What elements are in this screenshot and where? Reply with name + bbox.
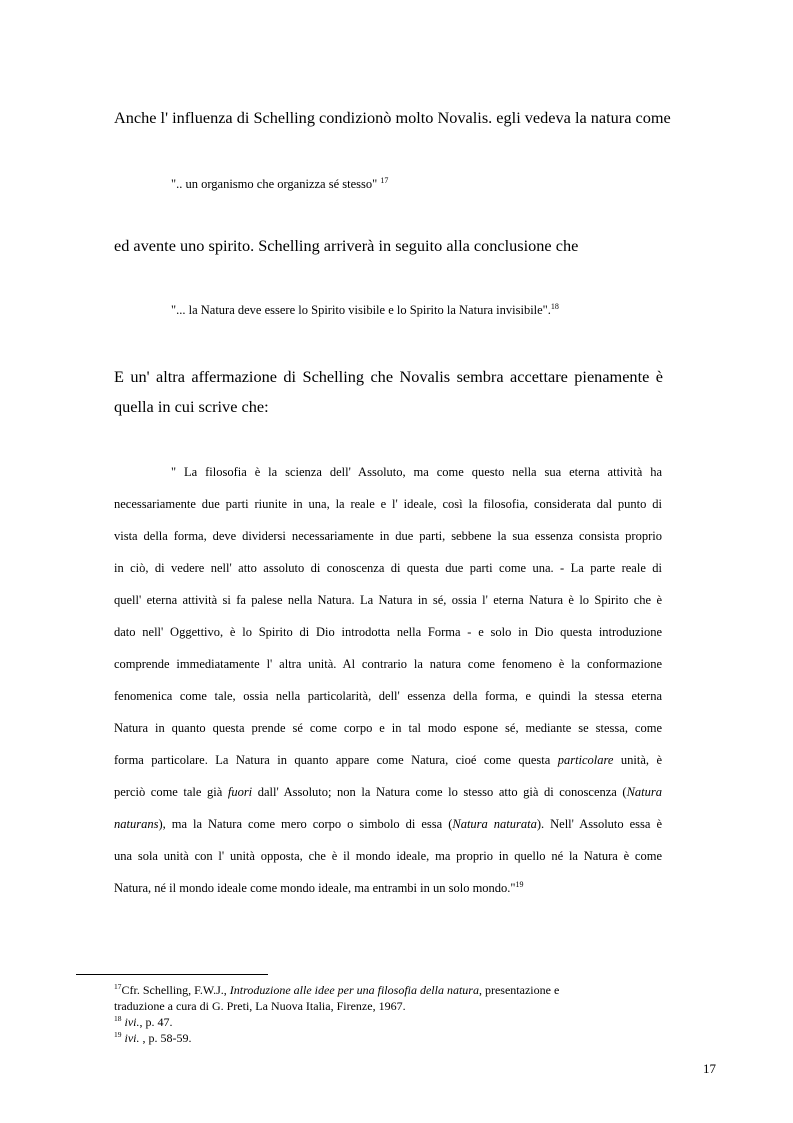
text: unità, è: [620, 753, 662, 767]
text: traduzione a cura di G. Preti, La Nuova Italia, Firenze, 1967.: [114, 999, 406, 1013]
footnote-ref-19[interactable]: 19: [515, 879, 524, 889]
blockquote-line-11: [114, 785, 662, 800]
text: , p. 58-59.: [139, 1031, 192, 1045]
italic-text: ivi.: [124, 1015, 140, 1029]
blockquote-line-4: in ciò, di vedere nell' atto assoluto di conoscenza di questa due parti come una. - La parte reale di: [114, 561, 662, 575]
text: perciò come tale già: [114, 785, 223, 799]
footnote-number: 17: [114, 982, 122, 991]
text: forma particolare. La Natura in quanto appare come Natura, cioé come questa: [114, 753, 551, 767]
blockquote-line-12: [114, 817, 662, 832]
paragraph-line-4: [114, 399, 269, 415]
blockquote-line-8: fenomenica come tale, ossia nella particolarità, dell' essenza della forma, e quindi la stessa eterna: [114, 689, 662, 703]
italic-text: Introduzione alle idee per una filosofia della natura: [229, 983, 479, 997]
italic-text: naturans: [114, 817, 159, 831]
short-quote-1: [171, 177, 388, 192]
footnote-19: [114, 1031, 192, 1046]
text: dall' Assoluto; non la Natura come lo stesso atto già di conoscenza (: [257, 785, 627, 799]
paragraph-line-2: [114, 238, 578, 254]
quote-text: ".. un organismo che organizza sé stesso": [171, 177, 378, 191]
italic-text: Natura naturata: [452, 817, 537, 831]
footnote-number: 18: [114, 1014, 122, 1023]
page-number: 17: [703, 1061, 716, 1076]
short-quote-2: [171, 303, 559, 318]
text: Cfr. Schelling, F.W.J.,: [121, 983, 227, 997]
footnote-17-continued: [114, 999, 406, 1014]
blockquote-line-3: vista della forma, deve dividersi necessariamente in due parti, sebbene la sua essenza consista proprio: [114, 529, 662, 543]
blockquote-line-1: " La filosofia è la scienza dell' Assoluto, ma come questo nella sua eterna attività ha: [171, 465, 662, 479]
footnote-separator: [76, 974, 268, 975]
footnote-ref-17[interactable]: 17: [380, 175, 389, 185]
italic-text: fuori: [227, 785, 253, 799]
footnote-number: 19: [114, 1030, 122, 1039]
blockquote-line-14: [114, 881, 662, 896]
text: , presentazione e: [478, 983, 560, 997]
text: quella in cui scrive che:: [114, 397, 269, 416]
italic-text: Natura: [626, 785, 662, 799]
text: ). Nell' Assoluto essa è: [536, 817, 662, 831]
blockquote-line-6: dato nell' Oggettivo, è lo Spirito di Dio introdotta nella Forma - e solo in Dio questa introduzione: [114, 625, 662, 639]
paragraph-line-1: [114, 110, 671, 126]
text: Natura, né il mondo ideale come mondo ideale, ma entrambi in un solo mondo.": [114, 881, 516, 895]
text: ed avente uno spirito. Schelling arriverà in seguito alla conclusione che: [114, 236, 579, 255]
italic-text: ivi.: [124, 1031, 140, 1045]
blockquote-line-13: una sola unità con l' unità opposta, che è il mondo ideale, ma proprio in quello né la Natura è come: [114, 849, 662, 863]
text: , p. 47.: [139, 1015, 173, 1029]
footnote-ref-18[interactable]: 18: [550, 301, 559, 311]
footnote-17: [114, 983, 559, 998]
blockquote-line-9: Natura in quanto questa prende sé come corpo e in tal modo espone sé, mediante se stessa, come: [114, 721, 662, 735]
footnote-18: [114, 1015, 173, 1030]
paragraph-line-3: E un' altra affermazione di Schelling che Novalis sembra accettare pienamente è: [114, 367, 663, 386]
blockquote-line-10: [114, 753, 662, 768]
blockquote-line-5: quell' eterna attività si fa palese nella Natura. La Natura in sé, ossia l' eterna Natura è lo Spirito che è: [114, 593, 662, 607]
text: ), ma la Natura come mero corpo o simbolo di essa (: [158, 817, 453, 831]
text: Anche l' influenza di Schelling condizionò molto Novalis. egli vedeva la natura come: [114, 108, 671, 127]
italic-text: particolare: [557, 753, 614, 767]
blockquote-line-2: necessariamente due parti riunite in una, la reale e l' ideale, così la filosofia, considerata dal punto di: [114, 497, 662, 511]
quote-text: "... la Natura deve essere lo Spirito visibile e lo Spirito la Natura invisibile".: [171, 303, 551, 317]
blockquote-line-7: comprende immediatamente l' altra unità. Al contrario la natura come fenomeno è la conformazione: [114, 657, 662, 671]
